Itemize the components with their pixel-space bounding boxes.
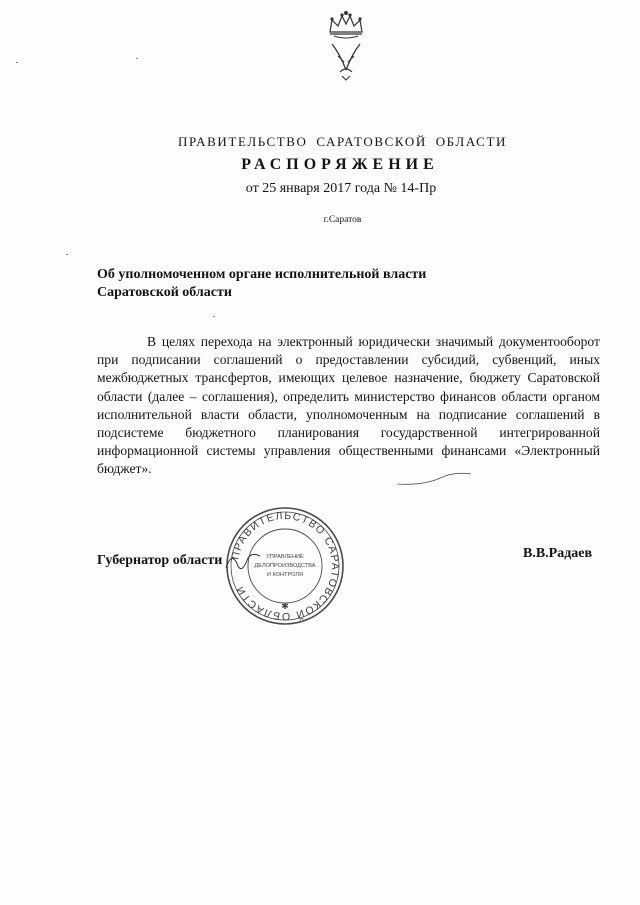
stamp-center-line-3: И КОНТРОЛЯ (266, 572, 304, 578)
handwritten-signature (224, 548, 264, 576)
organization-name: ПРАВИТЕЛЬСТВО САРАТОВСКОЙ ОБЛАСТИ (178, 134, 507, 149)
pen-mark (395, 470, 475, 488)
signature-role: Губернатор области (97, 553, 223, 568)
scan-speck (213, 316, 215, 317)
document-date-number: от 25 января 2017 года № 14-Пр (245, 181, 437, 196)
scan-speck (136, 58, 138, 59)
stamp-center-line-1: УПРАВЛЕНИЕ (266, 554, 304, 560)
stamp-ring-text: ПРАВИТЕЛЬСТВО САРАТОВСКОЙ ОБЛАСТИ (229, 509, 342, 623)
coat-of-arms-emblem (318, 10, 374, 82)
scan-speck (66, 254, 68, 255)
document-type-heading: РАСПОРЯЖЕНИЕ (241, 156, 439, 173)
body-paragraph: В целях перехода на электронный юридически значимый документооборот при подписании соглашений о предоставлении субсидий, субвенций, иных межбюджетных трансфертов, имеющих целевое назначение, бюджету Саратовской области (далее – соглашения), определить министерство финансов области органом исполнительной власти области, уполномоченным на подписание соглашений в подсистеме бюджетного планирования государственной интегрированной информационной системы управления общественными финансами «Электронный бюджет». (97, 334, 600, 477)
stamp-center-line-2: ДЕЛОПРОИЗВОДСТВА (254, 563, 316, 569)
document-title (97, 266, 426, 302)
document-title-line-1: Об уполномоченном органе исполнительной власти (97, 267, 427, 282)
document-city: г.Саратов (323, 215, 362, 225)
document-title-line-2: Саратовской области (97, 285, 232, 300)
scan-speck (16, 62, 18, 63)
signature-name: В.В.Радаев (523, 546, 593, 561)
stamp-star-icon: ✱ (281, 602, 289, 612)
